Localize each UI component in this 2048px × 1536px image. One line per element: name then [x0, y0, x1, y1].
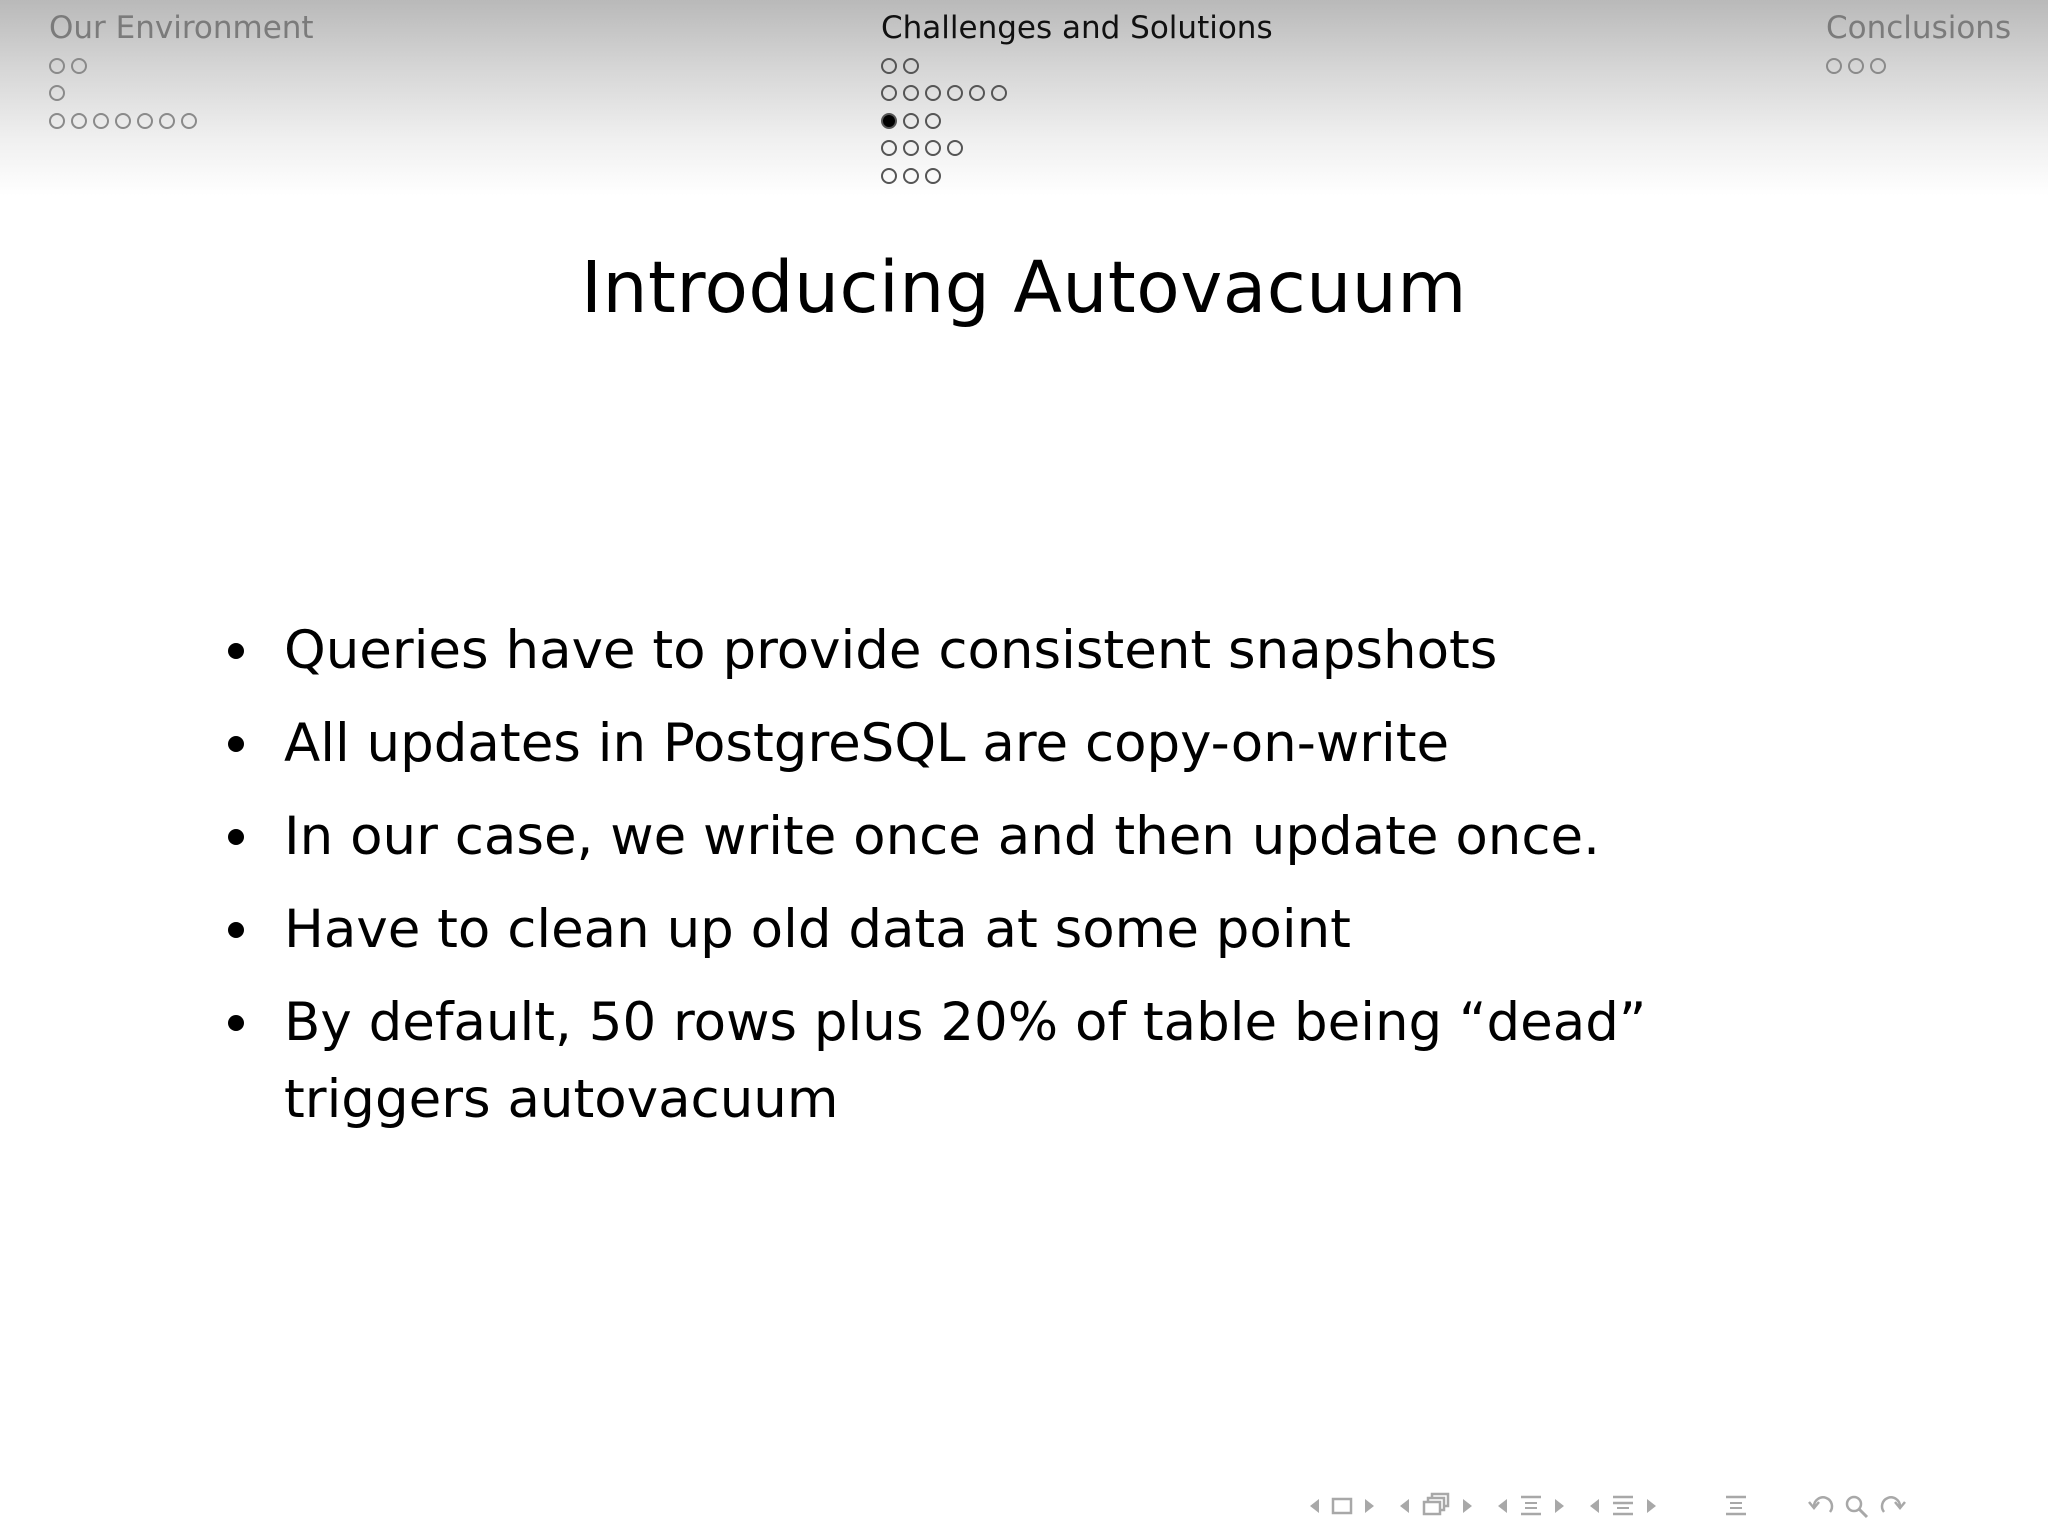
subsection-dots: [881, 52, 1273, 190]
frame-dot-icon[interactable]: [49, 113, 65, 129]
bullet-text: Have to clean up old data at some point: [284, 899, 1351, 960]
frame-dot-icon[interactable]: [903, 58, 919, 74]
frame-dot-icon[interactable]: [925, 113, 941, 129]
frame-dot-icon[interactable]: [1848, 58, 1864, 74]
section-icon[interactable]: [1611, 1493, 1635, 1519]
slide-icon[interactable]: [1331, 1497, 1353, 1515]
prev-section-icon[interactable]: [1590, 1499, 1599, 1513]
frame-dot-icon[interactable]: [903, 85, 919, 101]
slide-nav[interactable]: [1310, 1497, 1374, 1515]
frame-dot-icon[interactable]: [159, 113, 175, 129]
frame-dot-icon[interactable]: [881, 140, 897, 156]
bullet-text: All updates in PostgreSQL are copy-on-write: [284, 713, 1450, 774]
frame-dot-icon[interactable]: [969, 85, 985, 101]
prev-slide-icon[interactable]: [1310, 1499, 1319, 1513]
subsection-dot-row: [881, 107, 1273, 135]
subsection-dot-row: [1826, 52, 2011, 80]
section-title[interactable]: Our Environment: [49, 10, 314, 46]
header-navigation: [0, 0, 2048, 196]
frame-title: Introducing Autovacuum: [581, 246, 1467, 329]
next-slide-icon[interactable]: [1365, 1499, 1374, 1513]
frame-dot-icon[interactable]: [115, 113, 131, 129]
frame-dot-icon[interactable]: [881, 113, 897, 129]
frames-icon[interactable]: [1421, 1492, 1451, 1520]
bullet-list: [220, 612, 1840, 1154]
subsection-dots: [49, 52, 314, 135]
frame-dot-icon[interactable]: [903, 113, 919, 129]
frame-dot-icon[interactable]: [71, 113, 87, 129]
subsection-dot-row: [49, 52, 314, 80]
next-section-icon[interactable]: [1647, 1499, 1656, 1513]
section-title[interactable]: Conclusions: [1826, 10, 2012, 46]
subsection-dot-row: [881, 52, 1273, 80]
frame-dot-icon[interactable]: [1870, 58, 1886, 74]
frame-dot-icon[interactable]: [881, 168, 897, 184]
search-icon[interactable]: [1842, 1492, 1872, 1520]
frame-dot-icon[interactable]: [947, 85, 963, 101]
bullet-icon: [228, 922, 244, 938]
frame-dot-icon[interactable]: [903, 168, 919, 184]
frame-dot-icon[interactable]: [49, 85, 65, 101]
section-nav[interactable]: [1590, 1493, 1656, 1519]
bullet-item: [220, 612, 1840, 689]
subsection-dot-row: [881, 80, 1273, 108]
bullet-item: [220, 705, 1840, 782]
outline-nav[interactable]: [1724, 1493, 1748, 1519]
frame-dot-icon[interactable]: [881, 85, 897, 101]
section-challenges-and-solutions[interactable]: [881, 8, 1273, 190]
bullet-item: [220, 798, 1840, 875]
bullet-icon: [228, 829, 244, 845]
frame-dot-icon[interactable]: [925, 85, 941, 101]
subsection-dot-row: [49, 107, 314, 135]
beamer-navigation-bar: [1310, 1488, 1908, 1524]
prev-frame-icon[interactable]: [1400, 1499, 1409, 1513]
subsection-dots: [1826, 52, 2011, 80]
frame-dot-icon[interactable]: [991, 85, 1007, 101]
frame-dot-icon[interactable]: [925, 168, 941, 184]
subsection-icon[interactable]: [1519, 1493, 1543, 1519]
prev-subsection-icon[interactable]: [1498, 1499, 1507, 1513]
back-icon[interactable]: [1806, 1492, 1838, 1520]
frame-dot-icon[interactable]: [947, 140, 963, 156]
frame-dot-icon[interactable]: [137, 113, 153, 129]
bullet-icon: [228, 643, 244, 659]
bullet-text: In our case, we write once and then update once.: [284, 806, 1600, 867]
section-our-environment[interactable]: [49, 8, 314, 135]
subsection-dot-row: [49, 80, 314, 108]
outline-icon[interactable]: [1724, 1493, 1748, 1519]
bullet-icon: [228, 736, 244, 752]
subsection-dot-row: [881, 135, 1273, 163]
forward-icon[interactable]: [1876, 1492, 1908, 1520]
subsection-dot-row: [881, 162, 1273, 190]
frame-dot-icon[interactable]: [903, 140, 919, 156]
section-title[interactable]: Challenges and Solutions: [881, 10, 1273, 46]
bullet-text: Queries have to provide consistent snapshots: [284, 620, 1498, 681]
frame-dot-icon[interactable]: [1826, 58, 1842, 74]
frame-dot-icon[interactable]: [49, 58, 65, 74]
bullet-item: [220, 891, 1840, 968]
subsection-nav[interactable]: [1498, 1493, 1564, 1519]
bullet-text: By default, 50 rows plus 20% of table being “dead” triggers autovacuum: [284, 992, 1647, 1130]
next-subsection-icon[interactable]: [1555, 1499, 1564, 1513]
bullet-icon: [228, 1015, 244, 1031]
section-conclusions[interactable]: [1826, 8, 2011, 80]
frame-dot-icon[interactable]: [71, 58, 87, 74]
frame-dot-icon[interactable]: [93, 113, 109, 129]
next-frame-icon[interactable]: [1463, 1499, 1472, 1513]
history-nav[interactable]: [1806, 1492, 1908, 1520]
frame-dot-icon[interactable]: [881, 58, 897, 74]
frame-nav[interactable]: [1400, 1492, 1472, 1520]
frame-dot-icon[interactable]: [925, 140, 941, 156]
bullet-item: [220, 984, 1840, 1138]
frame-dot-icon[interactable]: [181, 113, 197, 129]
